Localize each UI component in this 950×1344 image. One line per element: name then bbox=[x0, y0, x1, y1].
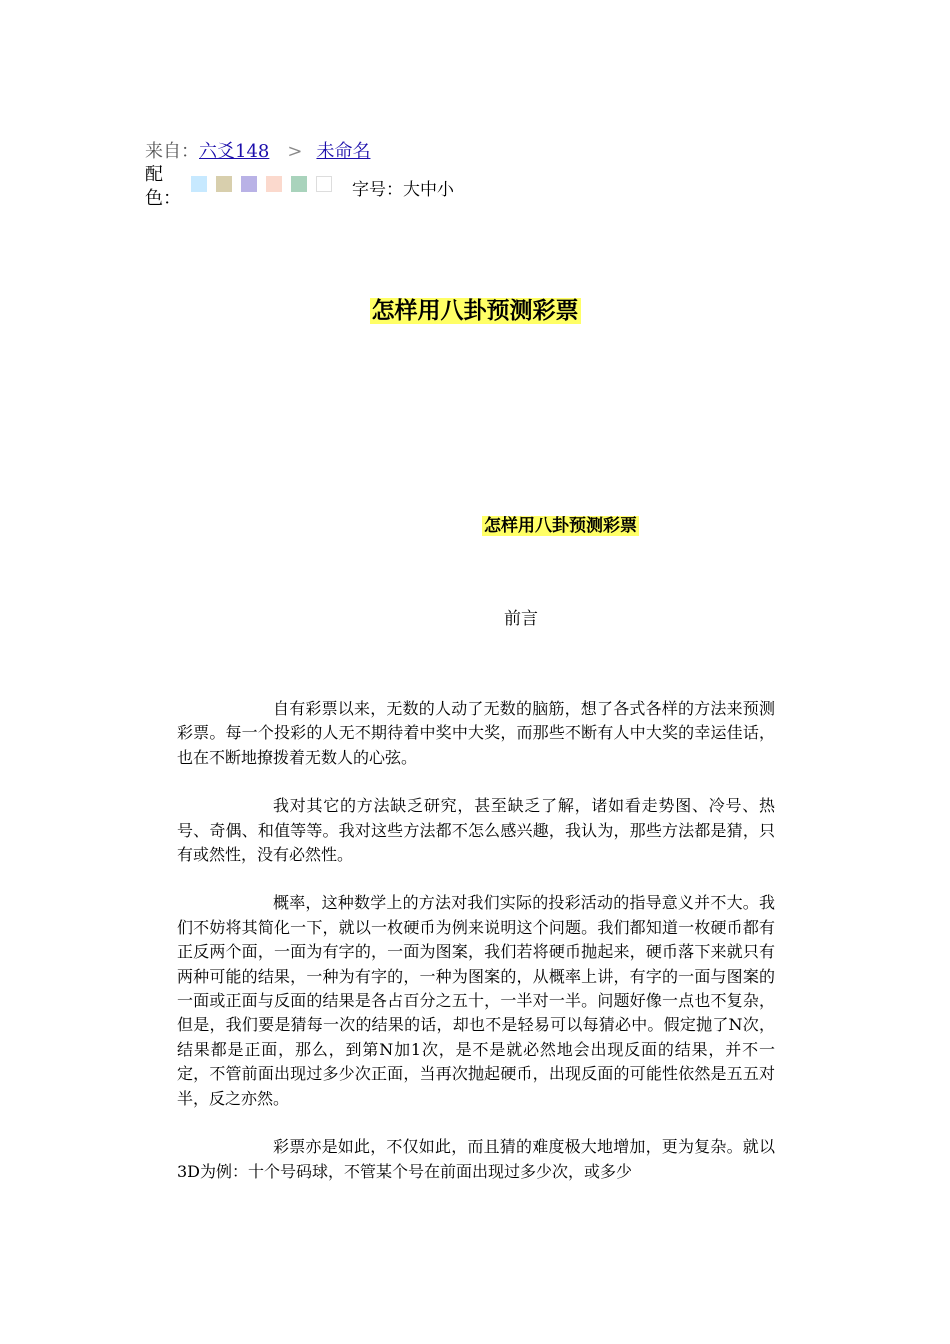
breadcrumb-link-source[interactable]: 六爻148 bbox=[199, 141, 270, 162]
color-swatch-green[interactable] bbox=[291, 176, 307, 192]
font-size-small-button[interactable]: 小 bbox=[437, 180, 454, 200]
breadcrumb bbox=[145, 137, 370, 163]
preface-heading: 前言 bbox=[504, 609, 538, 629]
color-swatch-blue[interactable] bbox=[191, 176, 207, 192]
breadcrumb-prefix: 来自： bbox=[145, 141, 199, 162]
color-swatch-white[interactable] bbox=[316, 176, 332, 192]
page-title: 怎样用八卦预测彩票 bbox=[371, 298, 579, 324]
font-size-control bbox=[352, 175, 454, 200]
breadcrumb-separator-icon: > bbox=[287, 141, 303, 162]
paragraph: 我对其它的方法缺乏研究，甚至缺乏了解，诸如看走势图、冷号、热号、奇偶、和值等等。我对这些方法都不怎么感兴趣，我认为，那些方法都是猜，只有或然性，没有必然性。 bbox=[177, 796, 775, 865]
document-subtitle-wrap bbox=[482, 511, 639, 536]
color-scheme-label: 配色： bbox=[145, 164, 181, 209]
font-size-label: 字号： bbox=[352, 180, 403, 200]
breadcrumb-link-folder[interactable]: 未命名 bbox=[316, 141, 371, 162]
document-subtitle: 怎样用八卦预测彩票 bbox=[484, 516, 637, 536]
color-swatch-tan[interactable] bbox=[216, 176, 232, 192]
paragraph: 彩票亦是如此，不仅如此，而且猜的难度极大地增加，更为复杂。就以3D为例：十个号码球，不管某个号在前面出现过多少次，或多少 bbox=[177, 1137, 775, 1181]
color-swatch-purple[interactable] bbox=[241, 176, 257, 192]
font-size-medium-button[interactable]: 中 bbox=[420, 180, 437, 200]
font-size-large-button[interactable]: 大 bbox=[403, 180, 420, 200]
page-title-wrap bbox=[0, 292, 950, 325]
paragraph: 自有彩票以来，无数的人动了无数的脑筋，想了各式各样的方法来预测彩票。每一个投彩的人无不期待着中奖中大奖，而那些不断有人中大奖的幸运佳话，也在不断地撩拨着无数人的心弦。 bbox=[177, 699, 775, 767]
document-body bbox=[177, 697, 775, 1208]
color-swatch-pink[interactable] bbox=[266, 176, 282, 192]
paragraph: 概率，这种数学上的方法对我们实际的投彩活动的指导意义并不大。我们不妨将其简化一下，就以一枚硬币为例来说明这个问题。我们都知道一枚硬币都有正反两个面，一面为有字的，一面为图案，我们若将硬币抛起来，硬币落下来就只有两种可能的结果，一种为有字的，一种为图案的，从概率上讲，有字的一面与图案的一面或正面与反面的结果是各占百分之五十，一半对一半。问题好像一点也不复杂，但是，我们要是猜每一次的结果的话，却也不是轻易可以每猜必中。假定抛了N次，结果都是正面，那么，到第N加1次，是不是就必然地会出现反面的结果，并不一定，不管前面出现过多少次正面，当再次抛起硬币，出现反面的可能性依然是五五对半，反之亦然。 bbox=[177, 893, 775, 1108]
color-swatches bbox=[191, 176, 341, 192]
